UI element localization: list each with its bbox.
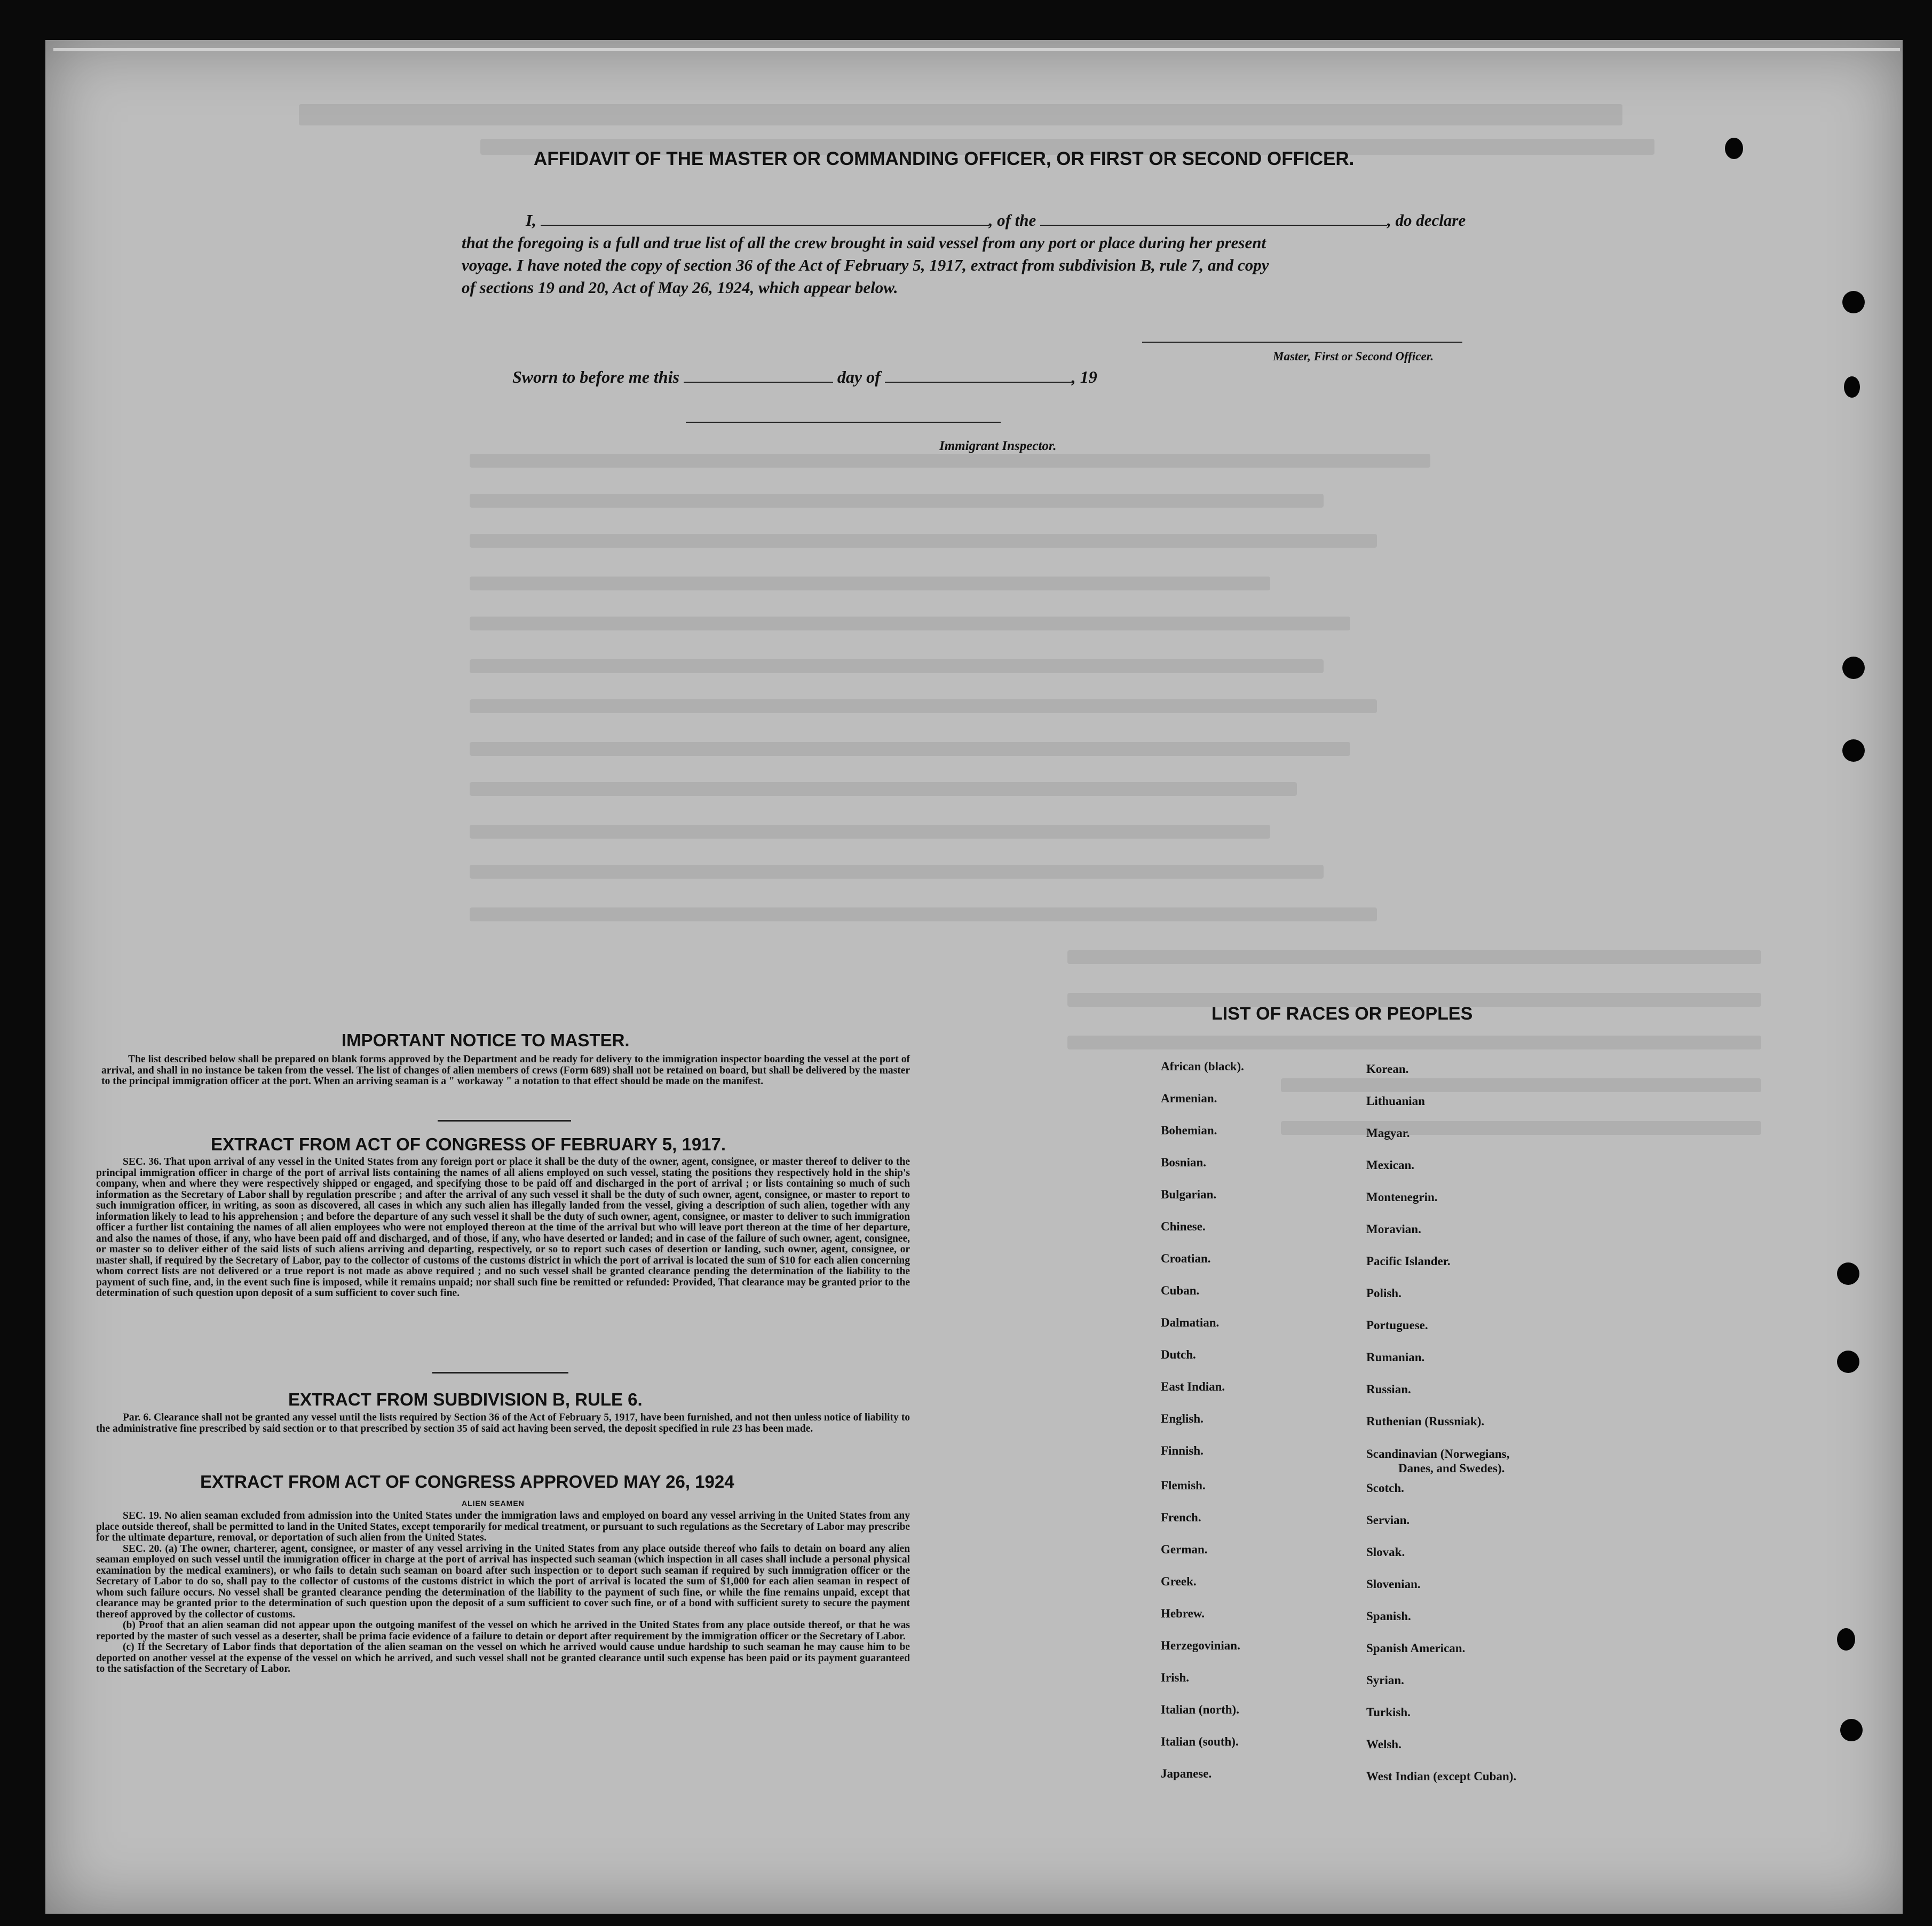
race-item: Bohemian. bbox=[1161, 1124, 1217, 1137]
i-label: I, bbox=[526, 211, 536, 230]
race-item: Rumanian. bbox=[1366, 1351, 1425, 1364]
race-item: Lithuanian bbox=[1366, 1094, 1425, 1108]
section-20a-paragraph: SEC. 20. (a) The owner, charterer, agent, consignee, or master of any vessel arriving in the United States from any place outside thereof who fails to detain on board any alien seaman employed on such vessel until the immigration officer in charge at the port of arrival has inspected such seaman (which inspection in all cases shall include a personal physical examination by the medical examiners), or who fails to detain such seaman on board after such inspection or to deport such seaman if required by such immigration officer or the Secretary of Labor to do so, shall pay to the collector of customs of the customs district in which the port of arrival is located the sum of $1,000 for each alien seaman in respect of whom such failure occurs. No vessel shall be granted clearance pending the determination of the liability to the payment of such fine, or while the fine remains unpaid, except that clearance may be granted prior to the determination of such question upon the deposit of a sum sufficient to cover such fine, or of a bond with sufficient surety to secure the payment thereof approved by the collector of customs. bbox=[96, 1543, 910, 1620]
race-item: Finnish. bbox=[1161, 1444, 1203, 1457]
race-item: Hebrew. bbox=[1161, 1607, 1205, 1620]
divider-2 bbox=[432, 1372, 568, 1374]
race-item: German. bbox=[1161, 1543, 1208, 1556]
race-item: Cuban. bbox=[1161, 1284, 1200, 1297]
race-item: West Indian (except Cuban). bbox=[1366, 1770, 1517, 1783]
declaration-line-1: that the foregoing is a full and true list of all the crew brought in said vessel from any port or place during her present bbox=[462, 233, 1266, 252]
rule-6-body bbox=[96, 1412, 910, 1434]
race-item: English. bbox=[1161, 1412, 1203, 1425]
inspector-signature-line[interactable] bbox=[686, 422, 1001, 423]
section-20b-paragraph: (b) Proof that an alien seaman did not appear upon the outgoing manifest of the vessel on which he arrived in the United States from any place outside thereof, or that he was reported by the master of such vessel as a deserter, shall be prima facie evidence of a failure to detain or deport after requirement by the immigration officer or the Secretary of Labor. bbox=[96, 1620, 910, 1642]
race-item: African (black). bbox=[1161, 1060, 1244, 1073]
race-item: Slovenian. bbox=[1366, 1577, 1421, 1591]
notice-body bbox=[101, 1054, 910, 1087]
page-edge bbox=[53, 48, 1900, 51]
declaration-line-2: voyage. I have noted the copy of section 36 of the Act of February 5, 1917, extract from subdivision B, rule 7, and copy bbox=[462, 256, 1269, 274]
race-item: Mexican. bbox=[1366, 1158, 1415, 1172]
race-item: Bosnian. bbox=[1161, 1156, 1207, 1169]
race-item: Dalmatian. bbox=[1161, 1316, 1220, 1329]
extract-1917-title: EXTRACT FROM ACT OF CONGRESS OF FEBRUARY 5, 1917. bbox=[211, 1134, 726, 1154]
rule-6-paragraph: Par. 6. Clearance shall not be granted any vessel until the lists required by Section 36 of the Act of February 5, 1917, have been furnished, and not then unless notice of liability to the administrative fine prescribed by said section or to that prescribed by section 35 of said act having been served, the deposit specified in rule 23 has been made. bbox=[96, 1412, 910, 1434]
sworn-line bbox=[512, 366, 1097, 388]
of-the-label: , of the bbox=[988, 211, 1036, 230]
race-item: Greek. bbox=[1161, 1575, 1197, 1588]
do-declare-label: , do declare bbox=[1387, 211, 1466, 230]
race-item: Chinese. bbox=[1161, 1220, 1206, 1233]
race-item: Welsh. bbox=[1366, 1738, 1402, 1751]
officer-signature-line[interactable] bbox=[1142, 342, 1462, 343]
divider-1 bbox=[438, 1120, 571, 1122]
race-item: Spanish. bbox=[1366, 1609, 1411, 1623]
race-item: Russian. bbox=[1366, 1383, 1411, 1396]
race-item: Bulgarian. bbox=[1161, 1188, 1217, 1201]
rule-6-title: EXTRACT FROM SUBDIVISION B, RULE 6. bbox=[288, 1390, 643, 1409]
sworn-month-field[interactable] bbox=[885, 370, 1072, 383]
extract-1917-body bbox=[96, 1157, 910, 1299]
race-item: Servian. bbox=[1366, 1513, 1410, 1527]
race-item bbox=[1366, 1447, 1516, 1481]
alien-seamen-subtitle: ALIEN SEAMEN bbox=[462, 1499, 525, 1507]
race-item: Flemish. bbox=[1161, 1479, 1206, 1492]
race-item: Irish. bbox=[1161, 1671, 1190, 1684]
race-item: Japanese. bbox=[1161, 1767, 1212, 1780]
race-item: Turkish. bbox=[1366, 1706, 1411, 1719]
races-left-column bbox=[1161, 1060, 1244, 1799]
race-item: Herzegovinian. bbox=[1161, 1639, 1240, 1652]
race-item: Moravian. bbox=[1366, 1222, 1421, 1236]
race-item: Syrian. bbox=[1366, 1674, 1404, 1687]
race-item: Spanish American. bbox=[1366, 1641, 1466, 1655]
race-item: Polish. bbox=[1366, 1286, 1402, 1300]
race-item: Pacific Islander. bbox=[1366, 1254, 1451, 1268]
notice-title: IMPORTANT NOTICE TO MASTER. bbox=[342, 1030, 630, 1050]
races-right-column bbox=[1366, 1062, 1516, 1802]
race-item: East Indian. bbox=[1161, 1380, 1225, 1393]
master-name-field[interactable] bbox=[541, 213, 989, 226]
extract-1924-title: EXTRACT FROM ACT OF CONGRESS APPROVED MAY 26, 1924 bbox=[200, 1472, 734, 1491]
race-item: Italian (north). bbox=[1161, 1703, 1239, 1716]
race-item: Montenegrin. bbox=[1366, 1190, 1438, 1204]
inspector-label: Immigrant Inspector. bbox=[939, 439, 1057, 453]
race-item: Italian (south). bbox=[1161, 1735, 1239, 1748]
section-19-paragraph: SEC. 19. No alien seaman excluded from admission into the United States under the immigration laws and employed on board any vessel arriving in the United States from any place outside thereof, shall be permitted to land in the United States, except temporarily for medical treatment, or pursuant to such regulations as the Secretary of Labor may prescribe for the ultimate departure, removal, or deportation of such alien from the United States. bbox=[96, 1510, 910, 1543]
year-label: , 19 bbox=[1071, 367, 1097, 386]
section-36-paragraph: SEC. 36. That upon arrival of any vessel in the United States from any foreign port or place it shall be the duty of the owner, agent, consignee, or master thereof to deliver to the principal immigration officer in charge of the port of arrival lists containing the names of all aliens employed on such vessel, stating the positions they respectively hold in the ship's company, when and where they were respectively shipped or engaged, and specifying those to be paid off and discharged in the port of arrival ; or lists containing so much of such information as the Secretary of Labor shall by regulation prescribe ; and after the arrival of any such vessel it shall be the duty of such owner, agent, consignee, or master to report to such immigration officer, in writing, as soon as discovered, all cases in which any such alien has illegally landed from the vessel, giving a description of such alien, together with any information likely to lead to his apprehension ; and before the departure of any such vessel it shall be the duty of such owner, agent, consignee, or master to deliver to such immigration officer a further list containing the names of all alien employees who were not employed thereon at the time of the arrival but who will leave port thereon at the time of her departure, and also the names of those, if any, who have been paid off and discharged, and of those, if any, who have deserted or landed; and in case of the failure of such owner, agent, consignee, or master so to deliver either of the said lists of such aliens arriving and departing, respectively, or so to report such cases of desertion or landing, such owner, agent, consignee, or master shall, if required by the Secretary of Labor, pay to the collector of customs of the customs district in which the port of arrival is located the sum of $10 for each alien concerning whom correct lists are not delivered or a true report is not made as above required ; and no such vessel shall be granted clearance pending the determination of the liability to the payment of such fine, and, in the event such fine is imposed, while it remains unpaid; nor shall such fine be remitted or refunded: Provided, That clearance may be granted prior to the determination of such question upon deposit of a sum sufficient to cover such fine. bbox=[96, 1156, 910, 1299]
race-item: Magyar. bbox=[1366, 1126, 1410, 1140]
race-item: Korean. bbox=[1366, 1062, 1409, 1076]
race-item: French. bbox=[1161, 1511, 1201, 1524]
officer-label: Master, First or Second Officer. bbox=[1273, 350, 1434, 363]
race-item: Armenian. bbox=[1161, 1092, 1217, 1105]
day-of-label: day of bbox=[837, 367, 881, 386]
race-item: Scotch. bbox=[1366, 1481, 1404, 1495]
affidavit-title: AFFIDAVIT OF THE MASTER OR COMMANDING OFFICER, OR FIRST OR SECOND OFFICER. bbox=[534, 148, 1355, 169]
notice-paragraph: The list described below shall be prepared on blank forms approved by the Department and be ready for delivery to the immigration inspector boarding the vessel at the port of arrival, and shall in no instance be taken from the vessel. The list of changes of alien members of crews (Form 689) shall not be retained on board, but shall be delivered by the master to the principal immigration officer at the port. When an arriving seaman is a " workaway " a notation to that effect should be made on the manifest. bbox=[101, 1054, 910, 1087]
extract-1924-body bbox=[96, 1511, 910, 1675]
vessel-name-field[interactable] bbox=[1040, 213, 1387, 226]
race-item-scandinavian-cont: Danes, and Swedes). bbox=[1398, 1462, 1505, 1475]
affidavit-declaration bbox=[462, 209, 1508, 299]
race-item: Ruthenian (Russniak). bbox=[1366, 1415, 1485, 1428]
race-item: Croatian. bbox=[1161, 1252, 1211, 1265]
sworn-day-field[interactable] bbox=[684, 370, 833, 383]
declaration-line-3: of sections 19 and 20, Act of May 26, 1924, which appear below. bbox=[462, 278, 898, 297]
race-item: Slovak. bbox=[1366, 1545, 1405, 1559]
sworn-label: Sworn to before me this bbox=[512, 367, 679, 386]
race-item: Portuguese. bbox=[1366, 1319, 1428, 1332]
race-item-scandinavian: Scandinavian (Norwegians, bbox=[1366, 1447, 1510, 1461]
race-item: Dutch. bbox=[1161, 1348, 1196, 1361]
races-title: LIST OF RACES OR PEOPLES bbox=[1212, 1004, 1473, 1024]
section-20c-paragraph: (c) If the Secretary of Labor finds that deportation of the alien seaman on the vessel on which he arrived would cause undue hardship to such seaman he may cause him to be deported on another vessel at the expense of the vessel on which he arrived, and such vessel shall not be granted clearance until such expense has been paid or its payment guaranteed to the satisfaction of the Secretary of Labor. bbox=[96, 1641, 910, 1675]
